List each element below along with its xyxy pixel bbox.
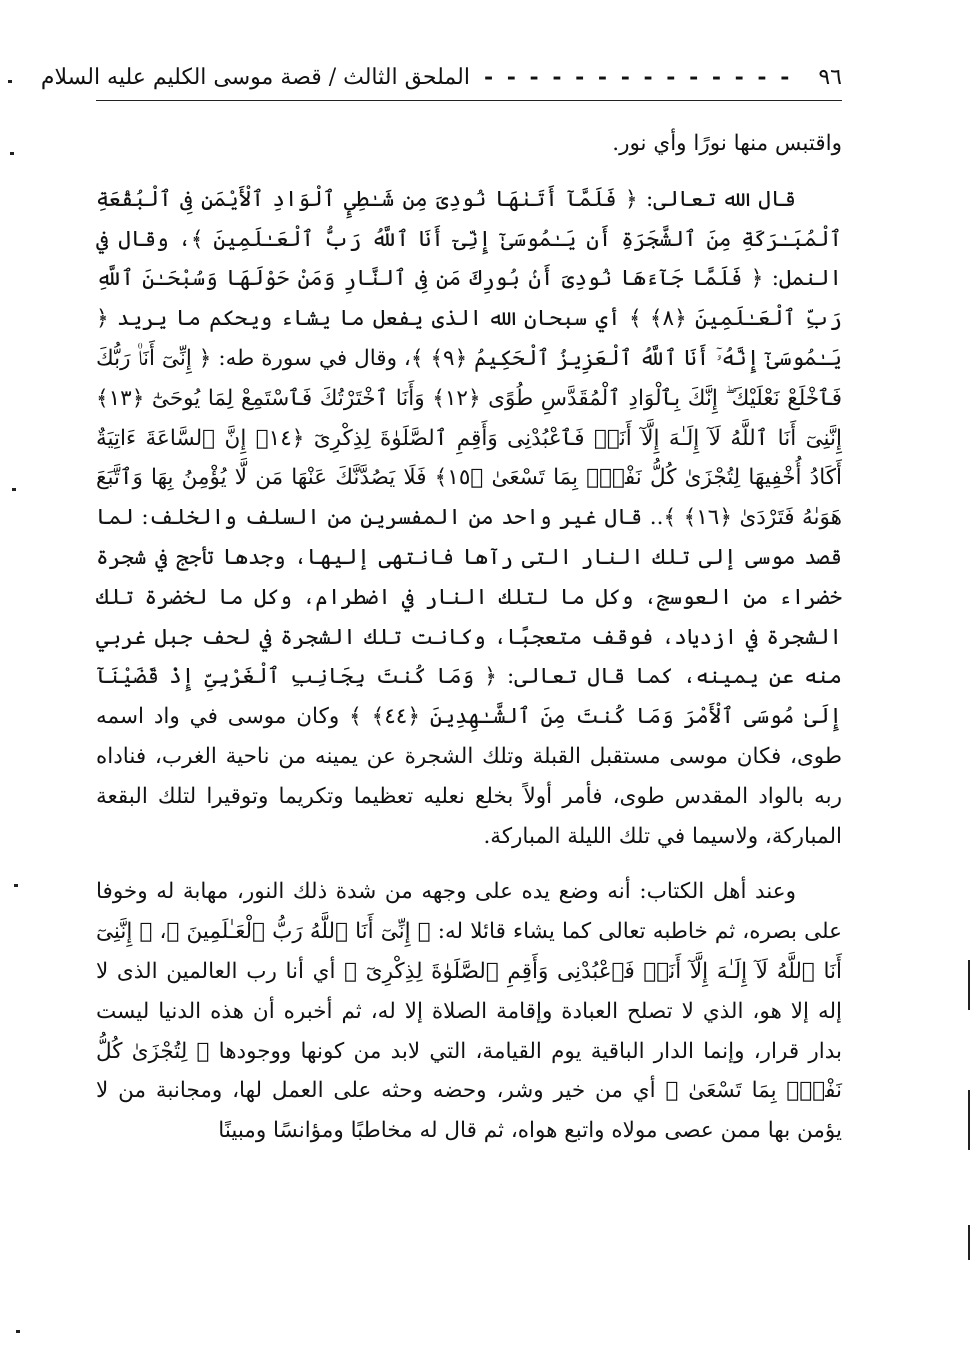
page-body — [96, 124, 842, 1151]
paragraph: وعند أهل الكتاب: أنه وضع يده على وجهه من شدة ذلك النور، مهابة له وخوفا على بصره، ثم خاطبه تعالى كما يشاء قائلا له: ﴿ إِنِّىٓ أَنَا ٱللَّهُ رَبُّ ٱلْعَـٰلَمِينَ ﴾، ﴿ إِنَّنِىٓ أَنَا ٱللَّهُ لَآ إِلَـٰهَ إِلَّآ أَنَا۠ فَٱعْبُدْنِى وَأَقِمِ ٱلصَّلَوٰةَ لِذِكْرِىٓ ﴾ أي أنا رب العالمين الذى لا إله إلا هو، الذي لا تصلح العبادة وإقامة الصلاة إلا له، ثم أخبره أن هذه الدنيا ليست بدار قرار، وإنما الدار الباقية يوم القيامة، التي لابد من كونها ووجودها ﴿ لِتُجْزَىٰ كُلُّ نَفْسٍۭ بِمَا تَسْعَىٰ ﴾ أي من خير وشر، وحضه وحثه على العمل لها، ومجانبة من لا يؤمن بها ممن عصى مولاه واتبع هواه، ثم قال له مخاطبًا ومؤانسًا ومبينًا — [96, 879, 842, 1144]
scan-edge-line — [968, 960, 970, 1010]
header-title: الملحق الثالث / قصة موسى الكليم عليه السلام — [40, 64, 470, 90]
scan-mark — [16, 1330, 20, 1333]
paragraph: قال الله تعالى: ﴿ فَلَمَّآ أَتَىٰهَا نُودِىَ مِن شَـٰطِىِٕ ٱلْوَادِ ٱلْأَيْمَنِ فِى ٱلْبُقْعَةِ ٱلْمُبَـٰرَكَةِ مِنَ ٱلشَّجَرَةِ أَن يَـٰمُوسَىٰٓ إِنِّىٓ أَنَا ٱللَّهُ رَبُّ ٱلْعَـٰلَمِينَ ﴾، وقال في النمل: ﴿ فَلَمَّا جَآءَهَا نُودِىَ أَنۢ بُورِكَ مَن فِى ٱلنَّارِ وَمَنْ حَوْلَهَا وَسُبْحَـٰنَ ٱللَّهِ رَبِّ ٱلْعَـٰلَمِينَ ﴿٨﴾ ﴾ أي سبحان الله الذى يفعل ما يشاء ويحكم ما يريد ﴿ يَـٰمُوسَىٰٓ إِنَّهُۥٓ أَنَا ٱللَّهُ ٱلْعَزِيزُ ٱلْحَكِيمُ ﴿٩﴾ ﴾، وقال في سورة طه: ﴿ إِنِّىٓ أَنَا۠ رَبُّكَ فَٱخْلَعْ نَعْلَيْكَ ۖ إِنَّكَ بِٱلْوَادِ ٱلْمُقَدَّسِ طُوًى ﴿١٢﴾ وَأَنَا ٱخْتَرْتُكَ فَٱسْتَمِعْ لِمَا يُوحَىٰٓ ﴿١٣﴾ إِنَّنِىٓ أَنَا ٱللَّهُ لَآ إِلَـٰهَ إِلَّآ أَنَا۠ فَٱعْبُدْنِى وَأَقِمِ ٱلصَّلَوٰةَ لِذِكْرِىٓ ﴿١٤﴾ إِنَّ ٱلسَّاعَةَ ءَاتِيَةٌ أَكَادُ أُخْفِيهَا لِتُجْزَىٰ كُلُّ نَفْسٍۭ بِمَا تَسْعَىٰ ﴿١٥﴾ فَلَا يَصُدَّنَّكَ عَنْهَا مَن لَّا يُؤْمِنُ بِهَا وَٱتَّبَعَ هَوَىٰهُ فَتَرْدَىٰ ﴿١٦﴾ ﴾.. قال غير واحد من المفسرين من السلف والخلف: لما قصد موسى إلى تلك النار التى رآها فانتهى إليها، وجدها تأجج في شجرة خضراء من العوسج، وكل ما لتلك النار في اضطرام، وكل ما لخضرة تلك الشجرة في ازدياد، فوقف متعجبًا، وكانت تلك الشجرة في لحف جبل غربي منه عن يمينه، كما قال تعالى: ﴿ وَمَا كُنتَ بِجَانِبِ ٱلْغَرْبِىِّ إِذْ قَضَيْنَآ إِلَىٰ مُوسَى ٱلْأَمْرَ وَمَا كُنتَ مِنَ ٱلشَّـٰهِدِينَ ﴿٤٤﴾ ﴾ وكان موسى في واد اسمه طوى، فكان موسى مستقبل القبلة وتلك الشجرة عن يمينه من ناحية الغرب، فناداه ربه بالواد المقدس طوى، فأمر أولاً بخلع نعليه تعظيما وتكريما وتوقيرا لتلك البقعة المباركة، ولاسيما في تلك الليلة المباركة. — [96, 186, 843, 849]
scan-edge-line — [968, 1090, 970, 1150]
scan-mark — [8, 80, 12, 83]
scan-mark — [10, 152, 14, 155]
scan-mark — [14, 884, 18, 887]
scan-edge-line — [968, 1225, 970, 1260]
header-dashes: - - - - - - - - - - - - - - — [483, 64, 793, 90]
page-header — [40, 52, 842, 102]
paragraph: واقتبس منها نورًا وأي نور. — [612, 131, 842, 156]
page-number: ٩٦ — [818, 64, 842, 90]
scan-mark — [12, 488, 16, 491]
header-rule — [96, 100, 842, 101]
